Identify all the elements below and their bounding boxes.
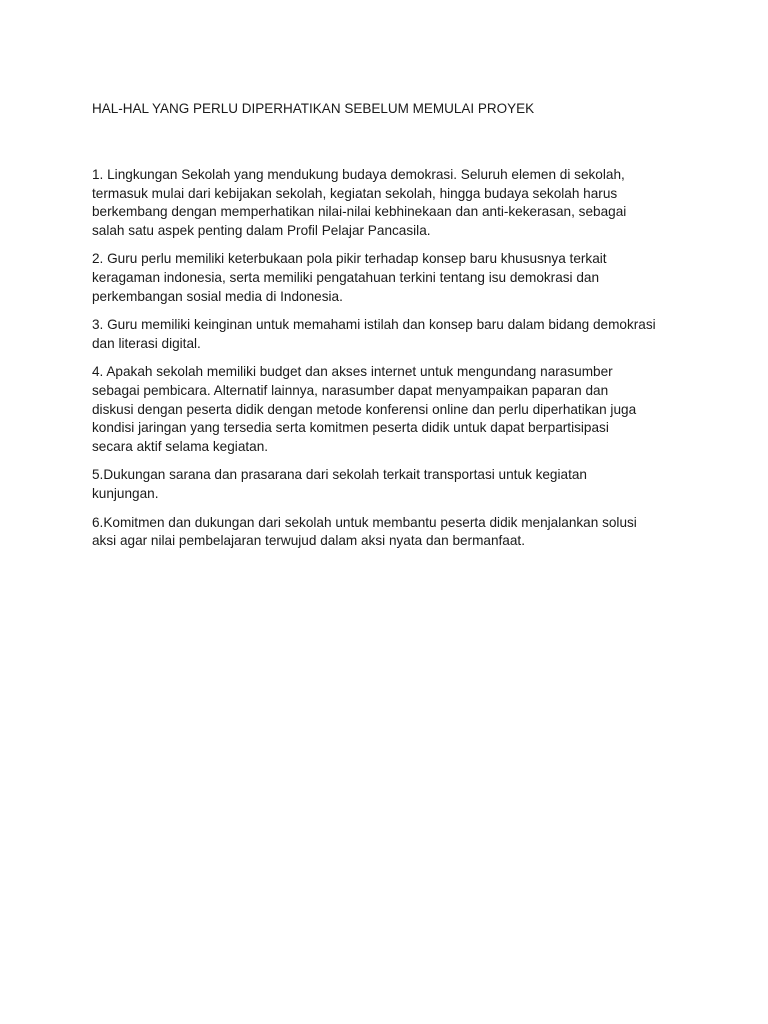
item-line: keragaman indonesia, serta memiliki pengatahuan terkini tentang isu demokrasi dan: [92, 269, 600, 285]
list-item-6: [92, 514, 677, 551]
item-line: secara aktif selama kegiatan.: [92, 438, 269, 454]
item-line: kondisi jaringan yang tersedia serta komitmen peserta didik untuk dapat berpartisipasi: [92, 420, 609, 436]
item-line: 6.Komitmen dan dukungan dari sekolah untuk membantu peserta didik menjalankan solusi: [92, 514, 637, 530]
item-line: 1. Lingkungan Sekolah yang mendukung budaya demokrasi. Seluruh elemen di sekolah,: [92, 167, 625, 182]
item-line: sebagai pembicara. Alternatif lainnya, narasumber dapat menyampaikan paparan dan: [92, 382, 609, 398]
item-line: dan literasi digital.: [92, 335, 201, 351]
item-list: [92, 166, 677, 551]
item-line: 2. Guru perlu memiliki keterbukaan pola pikir terhadap konsep baru khususnya terkait: [92, 251, 607, 267]
item-line: aksi agar nilai pembelajaran terwujud dalam aksi nyata dan bermanfaat.: [92, 533, 525, 549]
list-item-3: [92, 316, 677, 353]
item-line: perkembangan sosial media di Indonesia.: [92, 288, 343, 304]
document-content: [92, 100, 677, 561]
list-item-4: [92, 363, 677, 456]
list-item-1: [92, 166, 677, 240]
item-line: 4. Apakah sekolah memiliki budget dan akses internet untuk mengundang narasumber: [92, 364, 613, 380]
item-line: salah satu aspek penting dalam Profil Pelajar Pancasila.: [92, 222, 431, 238]
document-title: HAL-HAL YANG PERLU DIPERHATIKAN SEBELUM MEMULAI PROYEK: [92, 101, 535, 116]
item-line: 5.Dukungan sarana dan prasarana dari sekolah terkait transportasi untuk kegiatan: [92, 467, 587, 483]
item-line: termasuk mulai dari kebijakan sekolah, kegiatan sekolah, hingga budaya sekolah harus: [92, 185, 618, 201]
item-line: kunjungan.: [92, 485, 159, 501]
item-line: diskusi dengan peserta didik dengan metode konferensi online dan perlu diperhatikan juga: [92, 401, 637, 417]
item-line: berkembang dengan memperhatikan nilai-nilai kebhinekaan dan anti-kekerasan, sebagai: [92, 204, 627, 220]
list-item-2: [92, 250, 677, 306]
item-line: 3. Guru memiliki keinginan untuk memahami istilah dan konsep baru dalam bidang demokrasi: [92, 317, 656, 333]
list-item-5: [92, 466, 677, 503]
